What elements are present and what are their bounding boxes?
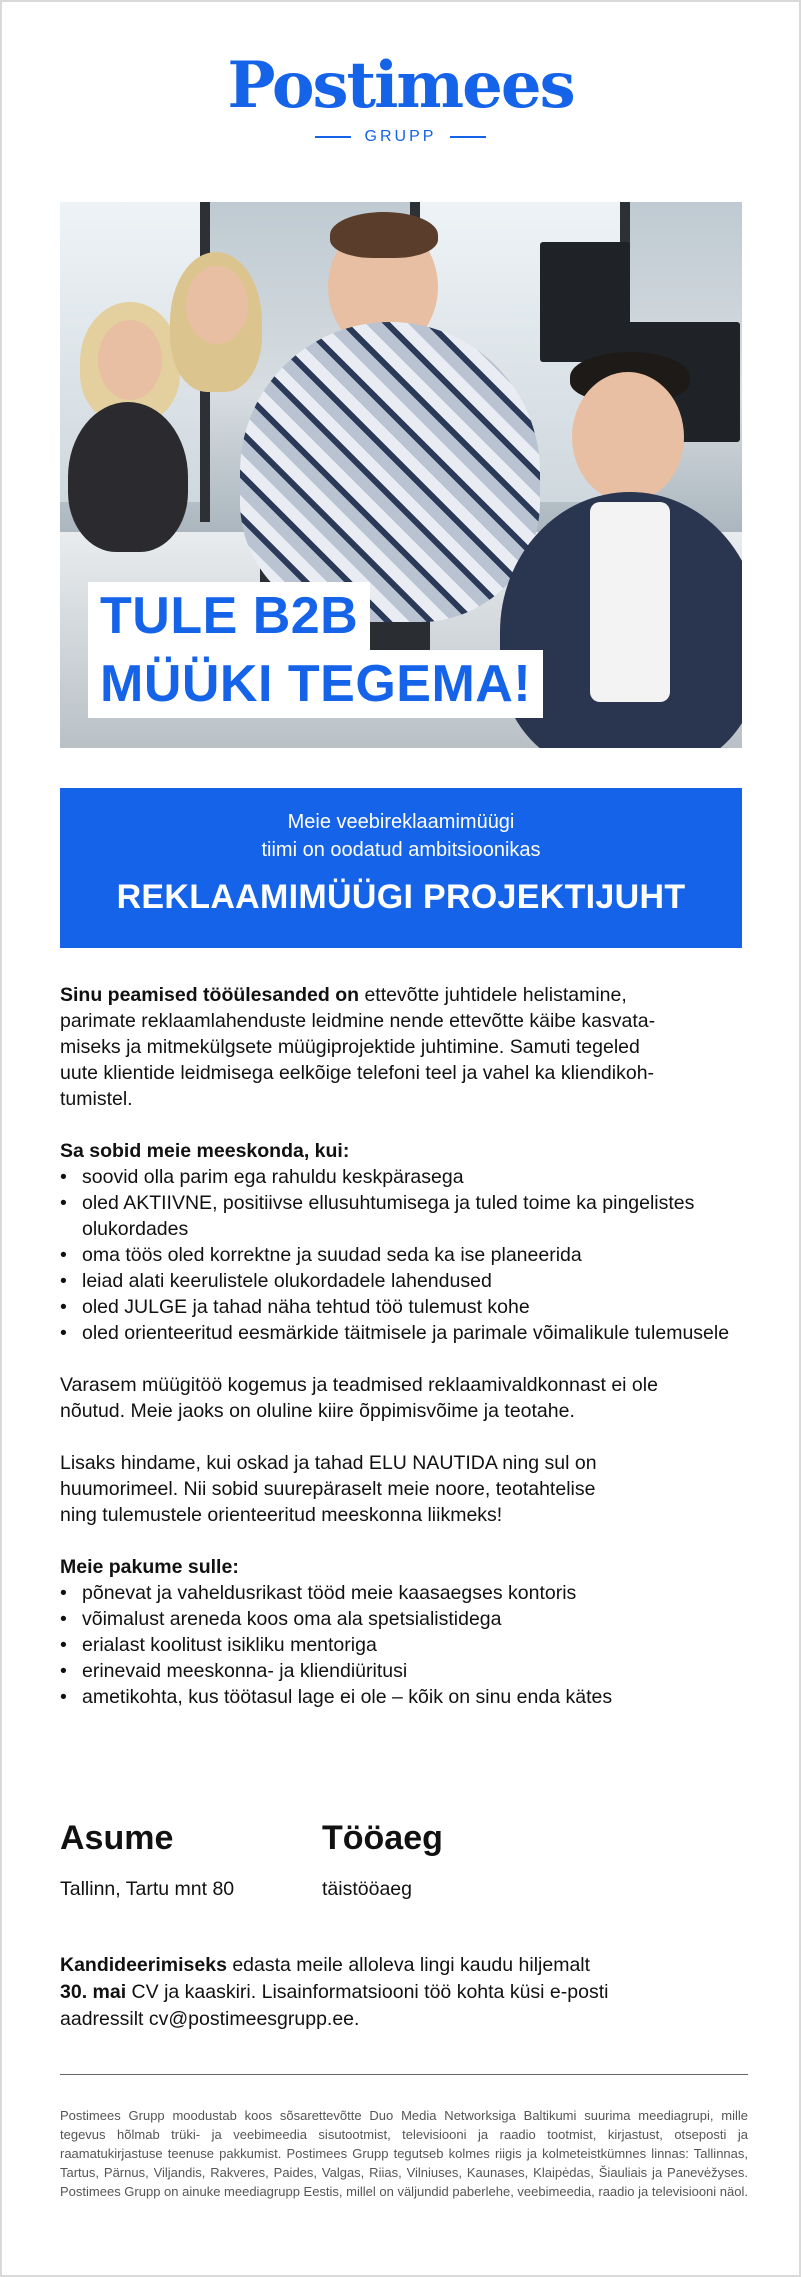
banner-intro-line-2: tiimi on oodatud ambitsioonikas	[261, 839, 541, 861]
apply-text-1: edasta meile alloleva lingi kaudu hiljemalt	[226, 1954, 591, 1976]
duties-lead: Sinu peamised tööülesanded on	[60, 984, 360, 1006]
experience-text-2: nõutud. Meie jaoks on oluline kiire õppimisvõime ja teotahe.	[60, 1400, 575, 1422]
fit-item: • leiad alati keerulistele olukordadele lahendused	[60, 1268, 750, 1294]
location-fact	[60, 1816, 322, 1901]
position-banner	[60, 788, 742, 948]
apply-deadline: 30. mai	[60, 1981, 127, 2003]
duties-text-3: miseks ja mitmekülgsete müügiprojektide juhtimine. Samuti tegeled	[60, 1036, 640, 1058]
fit-item: • oma töös oled korrektne ja suudad seda ka ise planeerida	[60, 1242, 750, 1268]
duties-text-4: uute klientide leidmisega eelkõige telefoni teel ja vahel ka kliendikoh-	[60, 1062, 655, 1084]
humor-text-2: huumorimeel. Nii sobid suurepäraselt meie noore, teotahtelise	[60, 1478, 596, 1500]
woman-left-face	[98, 320, 162, 400]
woman-left-body	[68, 402, 188, 552]
company-footer: Postimees Grupp moodustab koos sõsarettevõtte Duo Media Networksiga Baltikumi suurima meediagrupi, mille tegevus hõlmab trüki- ja veebimeedia sisutootmist, televisiooni ja raadio tootmist, kirjastust, otseposti ja raamatukirjastuse teenuse pakkumist. Postimees Grupp tegutseb kolmes riigis ja kolmeteistkümnes linnas: Tallinnas, Tartus, Pärnus, Viljandis, Rakveres, Paides, Valgas, Riias, Vilniuses, Kaunases, Klaipėdas, Šiauliais ja Panevėžyses. Postimees Grupp on ainuke meediagrupp Eestis, millel on väljundid paberlehe, veebimeedia, raadio ja televisiooni näol.	[60, 2108, 748, 2199]
hours-value: täistööaeg	[322, 1878, 412, 1900]
banner-intro	[60, 808, 742, 864]
humor-text-1: Lisaks hindame, kui oskad ja tahad ELU NAUTIDA ning sul on	[60, 1452, 597, 1474]
duties-text-5: tumistel.	[60, 1088, 133, 1110]
apply-instructions	[60, 1952, 750, 2033]
fit-item: • oled orienteeritud eesmärkide täitmisele ja parimale võimalikule tulemusele	[60, 1320, 750, 1346]
offer-item: • ametikohta, kus töötasul lage ei ole – kõik on sinu enda kätes	[60, 1684, 750, 1710]
logo-rule-right	[450, 136, 486, 138]
man-right-face	[572, 372, 684, 502]
location-title: Asume	[60, 1819, 174, 1857]
location-value: Tallinn, Tartu mnt 80	[60, 1878, 235, 1900]
fit-item: • oled AKTIIVNE, positiivse ellusuhtumisega ja tuled toime ka pingelistes olukordades	[60, 1190, 750, 1242]
fit-item: • oled JULGE ja tahad näha tehtud töö tulemust kohe	[60, 1294, 750, 1320]
duties-text-1: ettevõtte juhtidele helistamine,	[359, 984, 627, 1006]
fit-heading: Sa sobid meie meeskonda, kui:	[60, 1140, 350, 1162]
background-monitor	[540, 242, 630, 362]
apply-lead: Kandideerimiseks	[60, 1954, 227, 1976]
logo-sub-text: GRUPP	[364, 128, 437, 145]
position-title: REKLAAMIMÜÜGI PROJEKTIJUHT	[116, 878, 686, 916]
offer-item: • erialast koolitust isikliku mentoriga	[60, 1632, 750, 1658]
footer-divider	[60, 2074, 748, 2075]
hero-title	[88, 582, 543, 718]
humor-text-3: ning tulemustele orienteeritud meeskonna liikmeks!	[60, 1504, 503, 1526]
logo-wordmark: Postimees	[227, 48, 574, 123]
fit-item: • soovid olla parim ega rahuldu keskpärasega	[60, 1164, 750, 1190]
logo-subtitle	[2, 128, 799, 146]
duties-text-2: parimate reklaamlahenduste leidmine nende ettevõtte käibe kasvata-	[60, 1010, 656, 1032]
experience-text-1: Varasem müügitöö kogemus ja teadmised reklaamivaldkonnast ei ole	[60, 1374, 658, 1396]
hero-photo	[60, 202, 742, 748]
hero-title-line-2: MÜÜKI TEGEMA!	[88, 650, 543, 718]
woman-right-face	[186, 266, 248, 344]
offer-item: • võimalust areneda koos oma ala spetsialistidega	[60, 1606, 750, 1632]
experience-paragraph	[60, 1372, 750, 1424]
apply-text-2: CV ja kaaskiri. Lisainformatsiooni töö kohta küsi e-posti	[126, 1981, 609, 2003]
hours-fact	[322, 1816, 584, 1901]
fit-list	[60, 1164, 750, 1346]
offer-heading: Meie pakume sulle:	[60, 1556, 239, 1578]
man-center-shirt	[240, 322, 540, 622]
duties-paragraph	[60, 982, 750, 1112]
banner-intro-line-1: Meie veebireklaamimüügi	[287, 811, 515, 833]
postimees-grupp-logo	[2, 50, 799, 146]
apply-text-3: aadressilt cv@postimeesgrupp.ee.	[60, 2008, 360, 2030]
humor-paragraph	[60, 1450, 750, 1528]
offer-list	[60, 1580, 750, 1710]
job-facts	[60, 1816, 750, 1901]
man-right-shirt	[590, 502, 670, 702]
offer-item: • erinevaid meeskonna- ja kliendiüritusi	[60, 1658, 750, 1684]
hours-title: Tööaeg	[322, 1819, 443, 1857]
logo-rule-left	[315, 136, 351, 138]
hero-title-line-1: TULE B2B	[88, 582, 370, 650]
man-center-hair	[330, 212, 438, 258]
ad-body	[60, 982, 750, 1736]
offer-item: • põnevat ja vaheldusrikast tööd meie kaasaegses kontoris	[60, 1580, 750, 1606]
